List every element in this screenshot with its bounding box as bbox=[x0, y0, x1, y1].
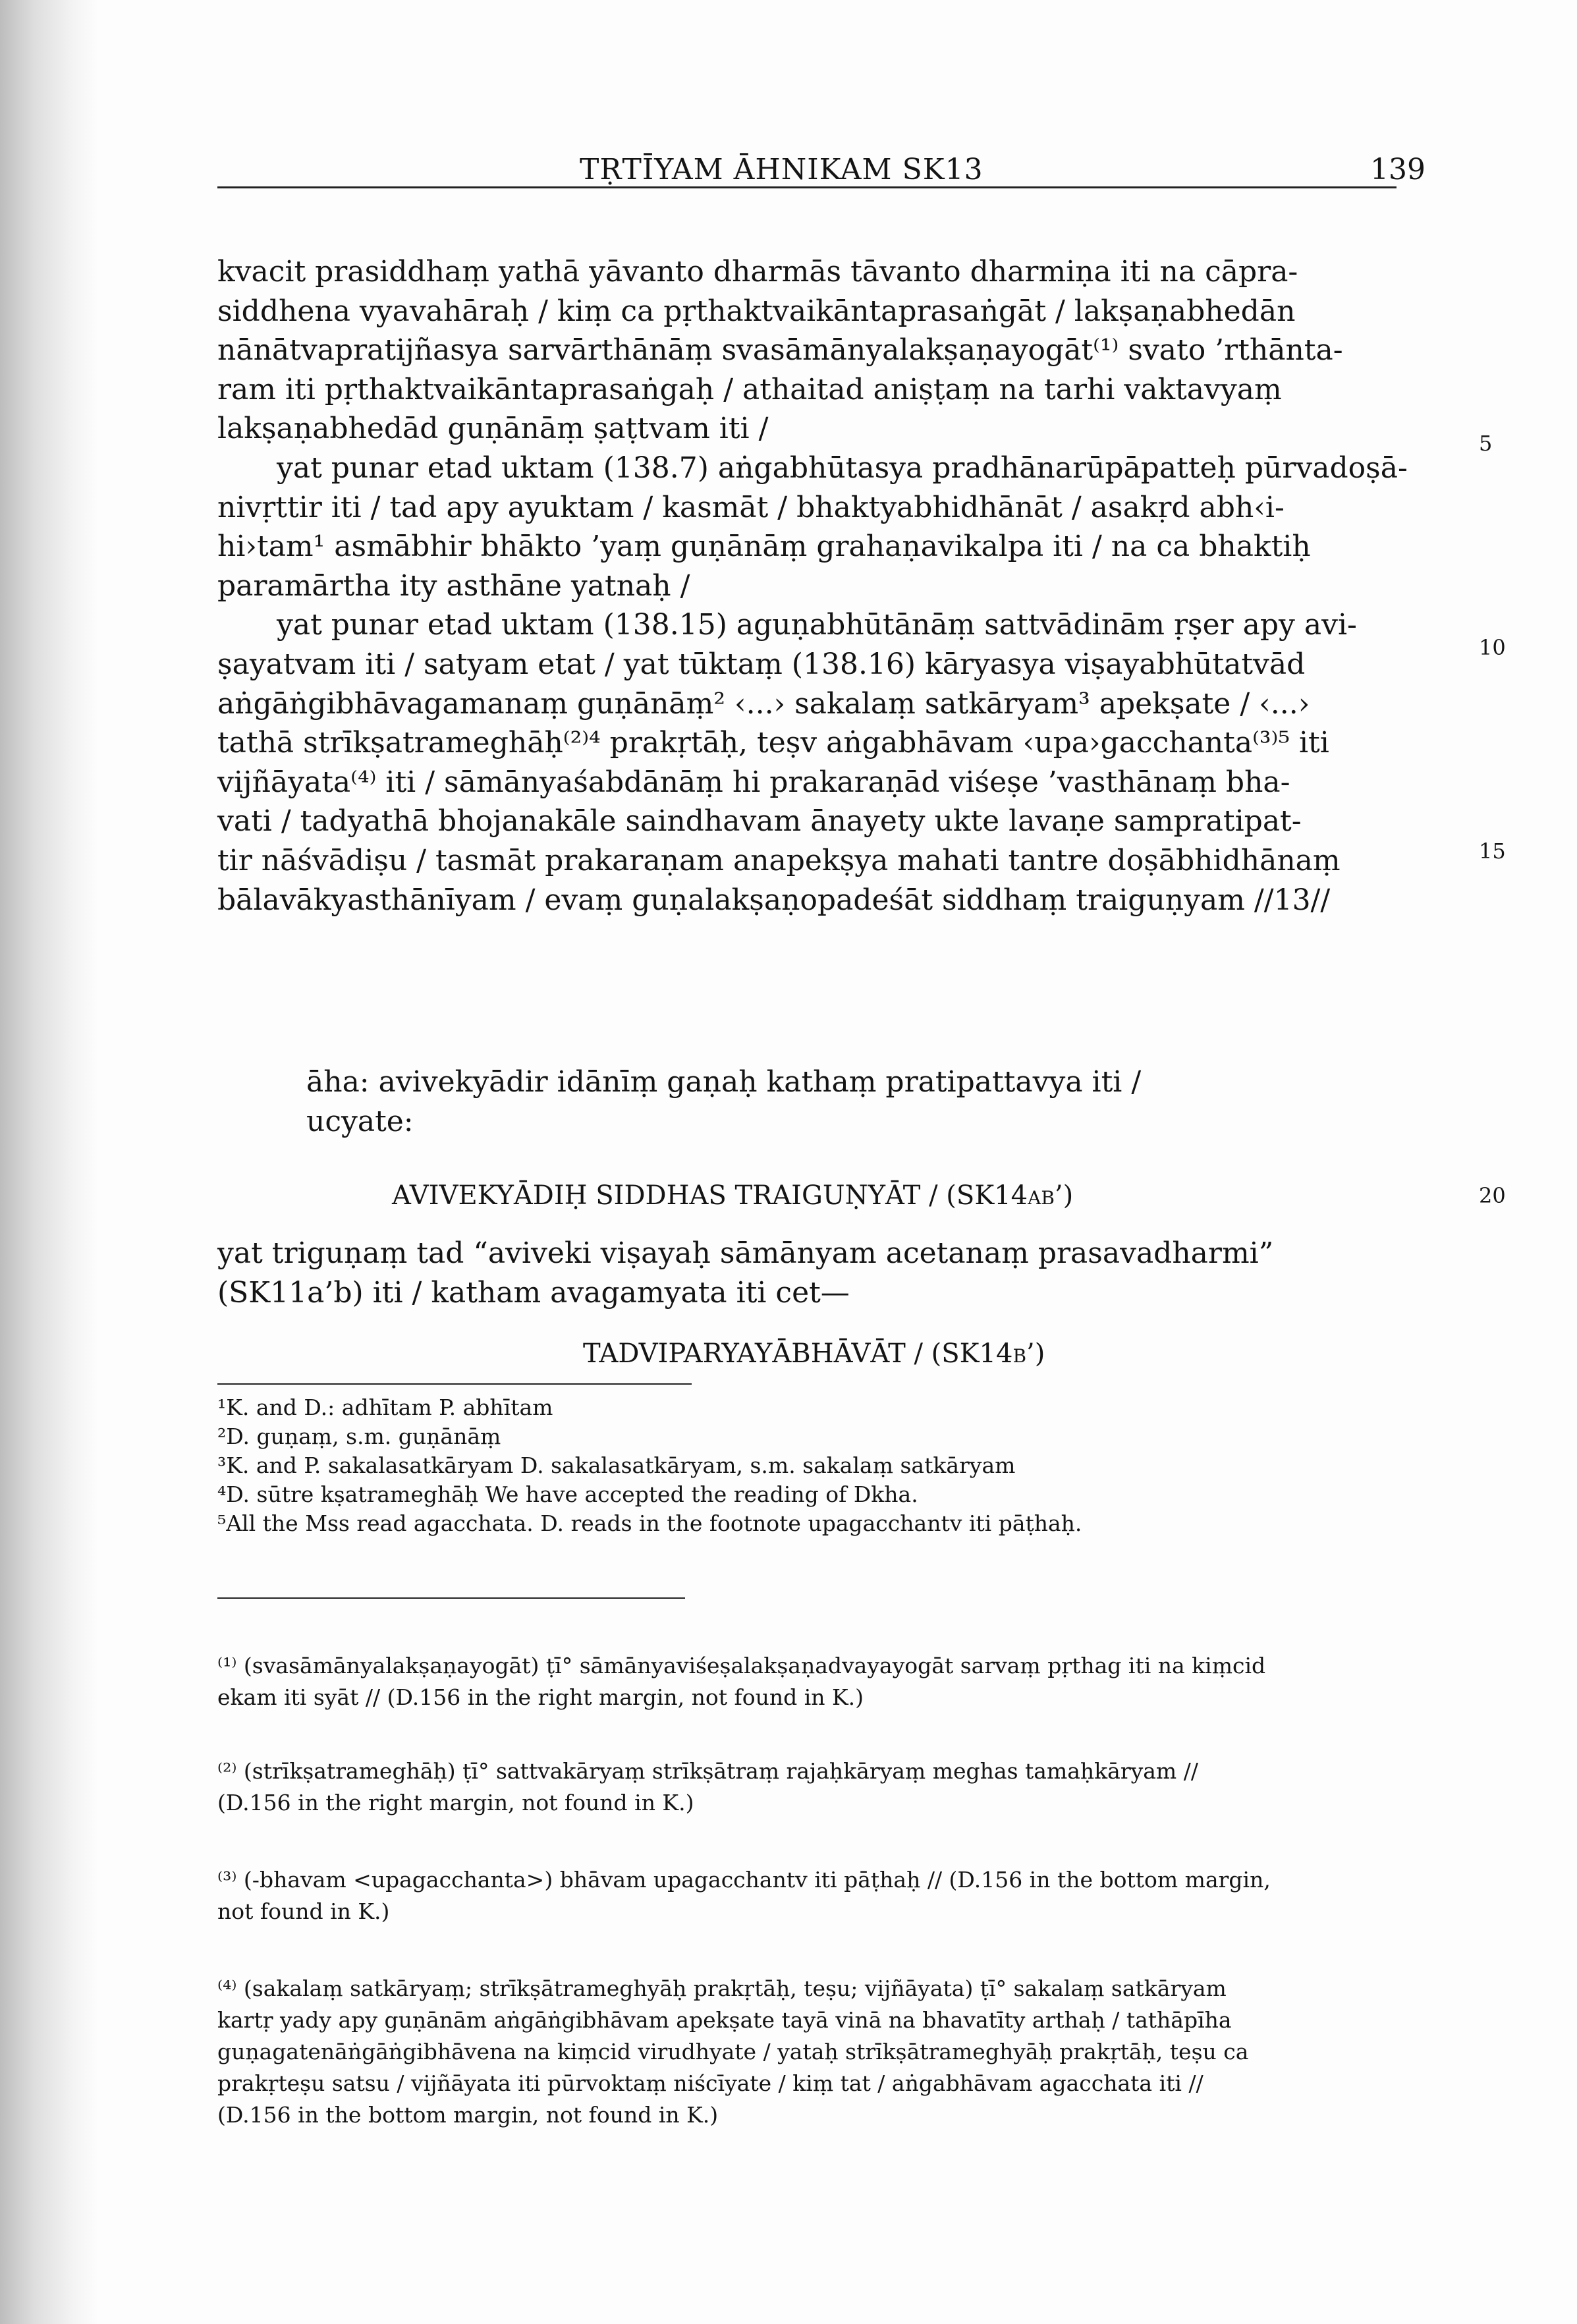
note-line: prakṛteṣu satsu / vijñāyata iti pūrvoktaṃ niścīyate / kiṃ tat / aṅgabhāvam agacchata iti // bbox=[217, 2070, 1204, 2096]
text-line: vati / tadyathā bhojanakāle saindhavam ānayety ukte lavaṇe sampratipat- bbox=[217, 804, 1302, 839]
note-line: not found in K.) bbox=[217, 1898, 390, 1924]
text-line: yat punar etad uktam (138.15) aguṇabhūtānāṃ sattvādinām ṛṣer apy avi- bbox=[277, 608, 1357, 642]
text-line: yat punar etad uktam (138.7) aṅgabhūtasya pradhānarūpāpatteḥ pūrvadoṣā- bbox=[277, 451, 1408, 485]
text-line: ṣayatvam iti / satyam etat / yat tūktaṃ (138.16) kāryasya viṣayabhūtatvād bbox=[217, 647, 1306, 681]
text-line: nivṛttir iti / tad apy ayuktam / kasmāt / bhaktyabhidhānāt / asakṛd abh‹i- bbox=[217, 490, 1285, 524]
text-line: siddhena vyavahāraḥ / kiṃ ca pṛthaktvaikāntaprasaṅgāt / lakṣaṇabhedān bbox=[217, 294, 1296, 328]
explanatory-note bbox=[217, 1756, 1397, 1819]
text-line: ucyate: bbox=[306, 1105, 414, 1138]
line-number: 20 bbox=[1479, 1183, 1506, 1208]
text-line: lakṣaṇabhedād guṇānāṃ ṣaṭtvam iti / bbox=[217, 412, 769, 446]
apparatus-entry: ¹K. and D.: adhītam P. abhītam bbox=[217, 1395, 553, 1420]
main-text bbox=[217, 252, 1408, 920]
note-line: ⁽⁴⁾ (sakalaṃ satkāryaṃ; strīkṣātrameghyāḥ prakṛtāḥ, teṣu; vijñāyata) ṭī° sakalaṃ satkāryam bbox=[217, 1976, 1227, 2001]
apparatus-entry: ⁴D. sūtre kṣatrameghāḥ We have accepted the reading of Dkha. bbox=[217, 1481, 918, 1507]
explanatory-note bbox=[217, 1973, 1397, 2131]
line-number: 5 bbox=[1479, 431, 1493, 456]
binding-shadow bbox=[0, 0, 99, 2324]
apparatus-rule bbox=[217, 1383, 692, 1385]
text-line: paramārtha ity asthāne yatnaḥ / bbox=[217, 568, 690, 603]
apparatus-entry: ³K. and P. sakalasatkāryam D. sakalasatkāryam, s.m. sakalaṃ satkāryam bbox=[217, 1452, 1016, 1478]
apparatus-entry: ²D. guṇaṃ, s.m. guṇānāṃ bbox=[217, 1424, 501, 1449]
text-line: āha: avivekyādir idānīṃ gaṇaḥ kathaṃ pratipattavya iti / bbox=[306, 1065, 1142, 1099]
text-line: (SK11a’b) iti / katham avagamyata iti cet— bbox=[217, 1275, 850, 1310]
page-number: 139 bbox=[1370, 153, 1425, 186]
note-line: ⁽²⁾ (strīkṣatrameghāḥ) ṭī° sattvakāryaṃ strīkṣātraṃ rajaḥkāryaṃ meghas tamaḥkāryam // bbox=[217, 1758, 1198, 1784]
karika-verse: TADVIPARYAYĀBHĀVĀT / (SK14b’) bbox=[583, 1339, 1045, 1369]
text-line: aṅgāṅgibhāvagamanaṃ guṇānāṃ² ‹...› sakalaṃ satkāryam³ apekṣate / ‹...› bbox=[217, 686, 1310, 721]
karika-verse: AVIVEKYĀDIḤ SIDDHAS TRAIGUṆYĀT / (SK14ab’) bbox=[392, 1180, 1074, 1211]
note-line: (D.156 in the right margin, not found in K.) bbox=[217, 1790, 694, 1815]
running-header-title: TṚTĪYAM ĀHNIKAM SK13 bbox=[580, 153, 983, 186]
line-number: 15 bbox=[1479, 839, 1506, 864]
note-line: kartṛ yady apy guṇānām aṅgāṅgibhāvam apekṣate tayā vinā na bhavatīty arthaḥ / tathāpīha bbox=[217, 2007, 1232, 2033]
header-rule bbox=[217, 186, 1397, 188]
text-line: nānātvapratijñasya sarvārthānāṃ svasāmānyalakṣaṇayogāt⁽¹⁾ svato ’rthānta- bbox=[217, 333, 1343, 368]
line-number: 10 bbox=[1479, 635, 1506, 660]
text-line: vijñāyata⁽⁴⁾ iti / sāmānyaśabdānāṃ hi prakaraṇād viśeṣe ’vasthānaṃ bha- bbox=[217, 765, 1290, 799]
note-line: ⁽³⁾ (-bhavam <upagacchanta>) bhāvam upagacchantv iti pāṭhaḥ // (D.156 in the bottom margin, bbox=[217, 1867, 1271, 1893]
text-line: tir nāśvādiṣu / tasmāt prakaraṇam anapekṣya mahati tantre doṣābhidhānaṃ bbox=[217, 843, 1341, 877]
explanatory-note bbox=[217, 1864, 1397, 1927]
question-text bbox=[306, 1063, 1141, 1142]
note-line: ⁽¹⁾ (svasāmānyalakṣaṇayogāt) ṭī° sāmānyaviśeṣalakṣaṇadvayayogāt sarvaṃ pṛthag iti na kiṃcid bbox=[217, 1653, 1266, 1678]
explanatory-note bbox=[217, 1650, 1397, 1713]
text-line: bālavākyasthānīyam / evaṃ guṇalakṣaṇopadeśāt siddhaṃ traiguṇyam //13// bbox=[217, 883, 1331, 917]
text-line: hi›tam¹ asmābhir bhākto ’yaṃ guṇānāṃ grahaṇavikalpa iti / na ca bhaktiḥ bbox=[217, 530, 1311, 564]
apparatus-entry: ⁵All the Mss read agacchata. D. reads in the footnote upagacchantv iti pāṭhaḥ. bbox=[217, 1510, 1082, 1536]
note-line: (D.156 in the bottom margin, not found in K.) bbox=[217, 2102, 719, 2128]
critical-apparatus bbox=[217, 1393, 1410, 1538]
second-text bbox=[217, 1234, 1400, 1312]
notes-rule bbox=[217, 1597, 685, 1599]
text-line: kvacit prasiddhaṃ yathā yāvanto dharmās tāvanto dharmiṇa iti na cāpra- bbox=[217, 255, 1298, 289]
text-line: ram iti pṛthaktvaikāntaprasaṅgaḥ / athaitad aniṣṭaṃ na tarhi vaktavyaṃ bbox=[217, 372, 1282, 406]
text-line: tathā strīkṣatrameghāḥ⁽²⁾⁴ prakṛtāḥ, teṣv aṅgabhāvam ‹upa›gacchanta⁽³⁾⁵ iti bbox=[217, 726, 1329, 760]
note-line: ekam iti syāt // (D.156 in the right margin, not found in K.) bbox=[217, 1684, 864, 1710]
text-line: yat triguṇaṃ tad “aviveki viṣayaḥ sāmānyam acetanaṃ prasavadharmi” bbox=[217, 1236, 1274, 1270]
note-line: guṇagatenāṅgāṅgibhāvena na kiṃcid virudhyate / yataḥ strīkṣātrameghyāḥ prakṛtāḥ, teṣu ca bbox=[217, 2039, 1249, 2064]
